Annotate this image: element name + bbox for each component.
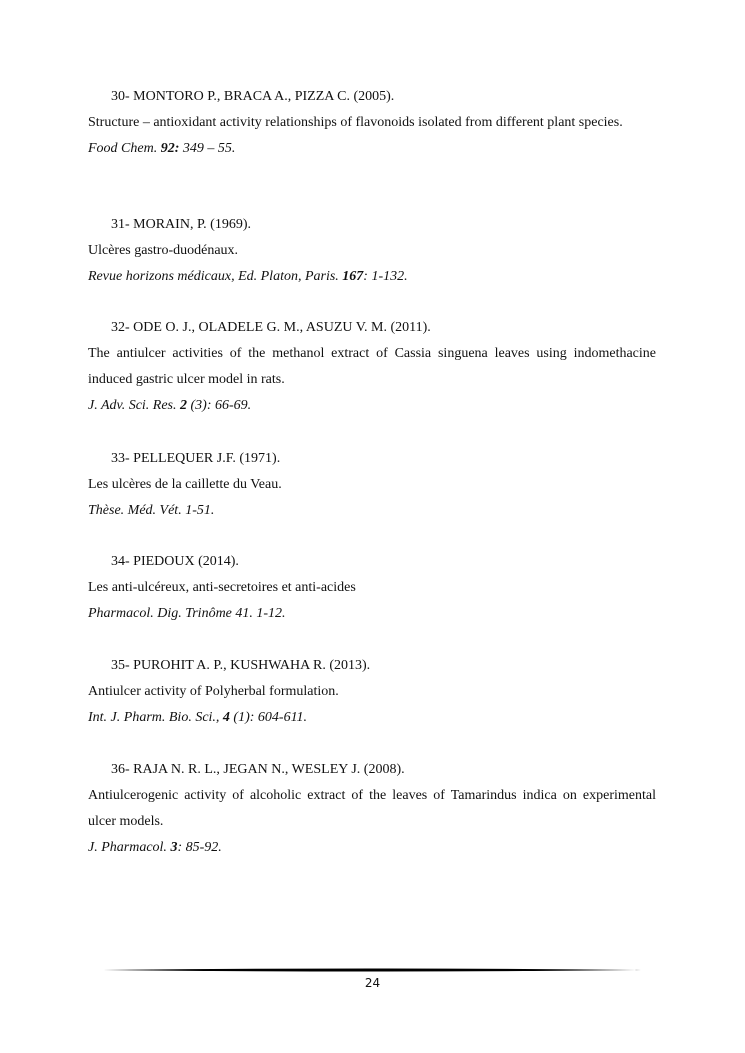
citation-pages: (1): 604-611. <box>229 710 308 725</box>
reference-36 <box>88 757 656 861</box>
citation-journal: Revue horizons médicaux, Ed. Platon, Paris. <box>88 269 343 284</box>
reference-30 <box>88 84 656 162</box>
page-number: 24 <box>364 976 381 990</box>
reference-header: 35- PUROHIT A. P., KUSHWAHA R. (2013). <box>111 658 371 673</box>
reference-35 <box>88 653 656 731</box>
reference-title: Ulcères gastro-duodénaux. <box>88 243 239 258</box>
reference-title: Les ulcères de la caillette du Veau. <box>88 477 282 492</box>
citation-journal: Int. J. Pharm. Bio. Sci., <box>88 710 223 725</box>
citation-volume: 167 <box>342 269 364 284</box>
reference-31 <box>88 212 656 290</box>
reference-title: Antiulcer activity of Polyherbal formulation. <box>88 684 339 699</box>
citation-volume: 3 <box>170 840 178 855</box>
reference-header: 32- ODE O. J., OLADELE G. M., ASUZU V. M. (2011). <box>111 320 431 335</box>
citation-pages: : 1-132. <box>363 269 408 284</box>
reference-citation <box>88 705 656 731</box>
citation-journal: J. Adv. Sci. Res. <box>88 398 181 413</box>
reference-34 <box>88 549 656 627</box>
reference-title: Les anti-ulcéreux, anti-secretoires et anti-acides <box>88 580 356 595</box>
reference-header: 31- MORAIN, P. (1969). <box>111 217 251 232</box>
reference-citation <box>88 498 656 524</box>
reference-citation <box>88 264 656 290</box>
reference-citation <box>88 393 656 419</box>
citation-volume: 2 <box>180 398 188 413</box>
citation-journal: J. Pharmacol. <box>88 840 171 855</box>
reference-citation <box>88 136 656 162</box>
reference-title: Antiulcerogenic activity of alcoholic extract of the leaves of Tamarindus indica on experimental ulcer models. <box>88 788 656 829</box>
reference-header: 30- MONTORO P., BRACA A., PIZZA C. (2005). <box>111 89 395 104</box>
reference-32 <box>88 315 656 419</box>
citation-volume: 92: <box>160 141 180 156</box>
reference-title: Structure – antioxidant activity relationships of flavonoids isolated from different plant species. <box>88 115 623 130</box>
citation-pages: : 85-92. <box>177 840 222 855</box>
reference-title: The antiulcer activities of the methanol extract of Cassia singuena leaves using indomethacine induced gastric ulcer model in rats. <box>88 346 656 387</box>
citation-journal: Thèse. Méd. Vét. 1-51. <box>88 503 215 518</box>
reference-citation <box>88 601 656 627</box>
citation-volume: 4 <box>222 710 230 725</box>
reference-citation <box>88 835 656 861</box>
reference-header: 34- PIEDOUX (2014). <box>111 554 239 569</box>
citation-journal: Food Chem. <box>88 141 161 156</box>
citation-pages: 349 – 55. <box>179 141 236 156</box>
reference-33 <box>88 446 656 524</box>
reference-header: 33- PELLEQUER J.F. (1971). <box>111 451 281 466</box>
footer-divider <box>103 968 641 972</box>
reference-header: 36- RAJA N. R. L., JEGAN N., WESLEY J. (2008). <box>111 762 405 777</box>
citation-journal: Pharmacol. Dig. Trinôme 41. 1-12. <box>88 606 286 621</box>
citation-pages: (3): 66-69. <box>187 398 252 413</box>
